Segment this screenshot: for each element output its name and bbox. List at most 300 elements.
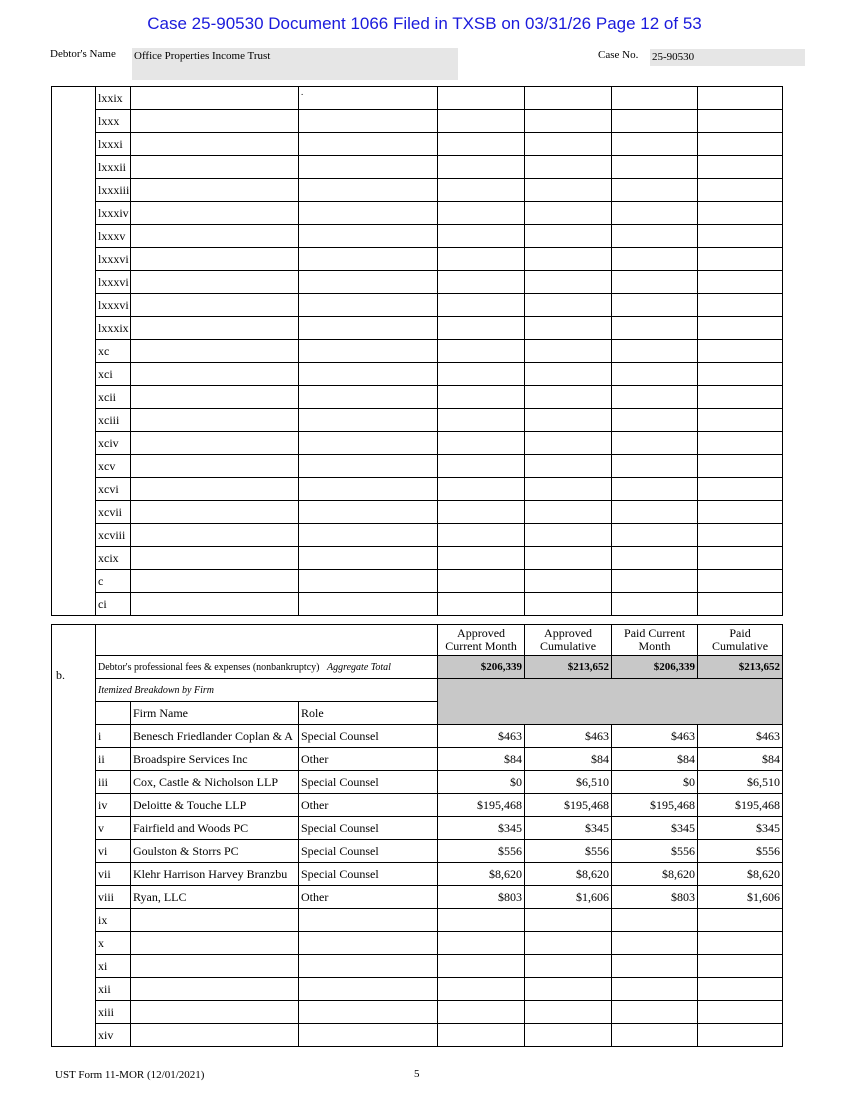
amount-cell bbox=[525, 432, 612, 455]
amount-cell bbox=[525, 110, 612, 133]
amount-cell bbox=[612, 593, 698, 616]
aggregate-label: Debtor's professional fees & expenses (nonbankruptcy) bbox=[98, 661, 320, 673]
table-row bbox=[52, 363, 783, 386]
table-row bbox=[52, 455, 783, 478]
role-cell bbox=[299, 179, 438, 202]
amount-cell bbox=[438, 455, 525, 478]
table-row bbox=[52, 340, 783, 363]
firm-role: Special Counsel bbox=[299, 725, 438, 748]
amount-cell: $84 bbox=[698, 748, 783, 771]
amount-cell bbox=[438, 955, 525, 978]
amount-cell bbox=[525, 570, 612, 593]
amount-cell bbox=[698, 110, 783, 133]
firm-name: Benesch Friedlander Coplan & A bbox=[131, 725, 299, 748]
firm-role bbox=[299, 978, 438, 1001]
amount-cell bbox=[438, 524, 525, 547]
amount-cell bbox=[612, 225, 698, 248]
amount-cell: $556 bbox=[612, 840, 698, 863]
column-header: Approved Current Month bbox=[438, 625, 525, 656]
amount-cell bbox=[698, 340, 783, 363]
row-letter-cell bbox=[52, 87, 96, 616]
firm-row bbox=[52, 748, 783, 771]
amount-cell bbox=[525, 317, 612, 340]
role-cell bbox=[299, 455, 438, 478]
amount-cell bbox=[698, 271, 783, 294]
firm-name: Fairfield and Woods PC bbox=[131, 817, 299, 840]
firm-name: Broadspire Services Inc bbox=[131, 748, 299, 771]
amount-cell bbox=[698, 455, 783, 478]
amount-cell bbox=[612, 340, 698, 363]
role-cell bbox=[299, 271, 438, 294]
firm-name: Deloitte & Touche LLP bbox=[131, 794, 299, 817]
amount-cell: $8,620 bbox=[438, 863, 525, 886]
firm-name-cell bbox=[131, 133, 299, 156]
firm-name-cell bbox=[131, 409, 299, 432]
amount-cell: $0 bbox=[438, 771, 525, 794]
firm-role: Other bbox=[299, 794, 438, 817]
amount-cell bbox=[438, 478, 525, 501]
table-row bbox=[52, 110, 783, 133]
amount-cell: $195,468 bbox=[438, 794, 525, 817]
role-cell bbox=[299, 478, 438, 501]
amount-cell bbox=[698, 294, 783, 317]
case-number-label: Case No. bbox=[598, 49, 639, 61]
nonbankruptcy-fees-table bbox=[51, 624, 783, 1047]
amount-cell bbox=[438, 978, 525, 1001]
firm-name-cell bbox=[131, 478, 299, 501]
amount-cell bbox=[438, 932, 525, 955]
row-index: lxxix bbox=[96, 87, 131, 110]
amount-cell bbox=[438, 501, 525, 524]
table-row bbox=[52, 133, 783, 156]
firm-name-cell bbox=[131, 593, 299, 616]
firm-name-cell bbox=[131, 110, 299, 133]
firm-name-cell bbox=[131, 386, 299, 409]
amount-cell bbox=[525, 248, 612, 271]
role-cell bbox=[299, 363, 438, 386]
row-index: c bbox=[96, 570, 131, 593]
row-index: lxxxix bbox=[96, 317, 131, 340]
amount-cell bbox=[698, 478, 783, 501]
amount-cell bbox=[698, 248, 783, 271]
role-cell bbox=[299, 133, 438, 156]
aggregate-amount: $206,339 bbox=[438, 656, 525, 679]
role-cell bbox=[299, 156, 438, 179]
firm-row bbox=[52, 725, 783, 748]
firm-name-cell bbox=[131, 570, 299, 593]
role-header: Role bbox=[299, 702, 438, 725]
firm-name bbox=[131, 932, 299, 955]
amount-cell bbox=[698, 156, 783, 179]
firm-name bbox=[131, 978, 299, 1001]
amount-cell: $6,510 bbox=[525, 771, 612, 794]
table-row bbox=[52, 225, 783, 248]
row-index: lxxxii bbox=[96, 156, 131, 179]
amount-cell bbox=[698, 202, 783, 225]
amount-cell bbox=[438, 570, 525, 593]
amount-cell bbox=[698, 593, 783, 616]
firm-name-cell bbox=[131, 202, 299, 225]
amount-cell: $84 bbox=[612, 748, 698, 771]
firm-name-cell bbox=[131, 340, 299, 363]
table-row bbox=[52, 179, 783, 202]
role-cell bbox=[299, 501, 438, 524]
column-header: Paid Cumulative bbox=[698, 625, 783, 656]
firm-name-cell bbox=[131, 248, 299, 271]
row-index: vi bbox=[96, 840, 131, 863]
amount-cell bbox=[698, 932, 783, 955]
firm-name-cell bbox=[131, 547, 299, 570]
role-cell bbox=[299, 409, 438, 432]
amount-cell bbox=[525, 978, 612, 1001]
row-index: xcviii bbox=[96, 524, 131, 547]
row-index: iv bbox=[96, 794, 131, 817]
amount-cell bbox=[698, 87, 783, 110]
amount-cell bbox=[525, 179, 612, 202]
firm-role bbox=[299, 955, 438, 978]
table-row bbox=[52, 570, 783, 593]
amount-cell bbox=[612, 432, 698, 455]
row-index: lxxx bbox=[96, 110, 131, 133]
amount-cell bbox=[612, 87, 698, 110]
amount-cell bbox=[612, 156, 698, 179]
amount-cell bbox=[698, 1024, 783, 1047]
amount-cell: $463 bbox=[525, 725, 612, 748]
firm-row bbox=[52, 863, 783, 886]
role-cell bbox=[299, 570, 438, 593]
amount-cell: $803 bbox=[438, 886, 525, 909]
amount-cell: $0 bbox=[612, 771, 698, 794]
row-index: xciv bbox=[96, 432, 131, 455]
amount-cell bbox=[612, 409, 698, 432]
amount-cell: $84 bbox=[525, 748, 612, 771]
amount-cell bbox=[438, 386, 525, 409]
amount-cell bbox=[525, 1001, 612, 1024]
aggregate-amount: $206,339 bbox=[612, 656, 698, 679]
row-index: xci bbox=[96, 363, 131, 386]
amount-cell: $463 bbox=[438, 725, 525, 748]
amount-cell bbox=[525, 133, 612, 156]
amount-cell bbox=[612, 294, 698, 317]
amount-cell bbox=[612, 110, 698, 133]
professional-fees-continuation-table bbox=[51, 86, 783, 616]
firm-name-cell bbox=[131, 225, 299, 248]
amount-cell bbox=[438, 363, 525, 386]
amount-cell bbox=[525, 156, 612, 179]
amount-cell: $195,468 bbox=[612, 794, 698, 817]
firm-name-cell bbox=[131, 294, 299, 317]
firm-role bbox=[299, 1024, 438, 1047]
firm-row bbox=[52, 909, 783, 932]
amount-cell bbox=[698, 978, 783, 1001]
firm-role: Special Counsel bbox=[299, 863, 438, 886]
amount-cell bbox=[525, 478, 612, 501]
amount-cell bbox=[438, 909, 525, 932]
amount-cell bbox=[612, 317, 698, 340]
firm-name: Ryan, LLC bbox=[131, 886, 299, 909]
role-cell bbox=[299, 432, 438, 455]
header-blank bbox=[96, 625, 438, 656]
amount-cell bbox=[525, 386, 612, 409]
firm-row bbox=[52, 771, 783, 794]
amount-cell: $6,510 bbox=[698, 771, 783, 794]
table-row bbox=[52, 202, 783, 225]
row-index: xcii bbox=[96, 386, 131, 409]
table-row bbox=[52, 156, 783, 179]
amount-cell: $345 bbox=[525, 817, 612, 840]
amount-cell bbox=[612, 478, 698, 501]
table-row bbox=[52, 547, 783, 570]
row-index: xii bbox=[96, 978, 131, 1001]
amount-cell bbox=[438, 271, 525, 294]
breakdown-label: Itemized Breakdown by Firm bbox=[96, 679, 438, 702]
firm-row bbox=[52, 1001, 783, 1024]
aggregate-label-cell bbox=[96, 656, 438, 679]
amount-cell bbox=[698, 179, 783, 202]
amount-cell bbox=[438, 593, 525, 616]
firm-role bbox=[299, 909, 438, 932]
firm-name-cell bbox=[131, 156, 299, 179]
amount-cell: $556 bbox=[698, 840, 783, 863]
amount-cell bbox=[698, 432, 783, 455]
firm-row bbox=[52, 817, 783, 840]
amount-cell bbox=[525, 593, 612, 616]
amount-cell bbox=[612, 1024, 698, 1047]
firm-name-cell bbox=[131, 87, 299, 110]
amount-cell bbox=[612, 932, 698, 955]
amount-cell bbox=[525, 1024, 612, 1047]
firm-name-cell bbox=[131, 455, 299, 478]
form-number: UST Form 11-MOR (12/01/2021) bbox=[55, 1069, 205, 1081]
amount-cell bbox=[612, 1001, 698, 1024]
amount-cell bbox=[698, 570, 783, 593]
row-index: iii bbox=[96, 771, 131, 794]
amount-cell: $803 bbox=[612, 886, 698, 909]
amount-cell bbox=[698, 501, 783, 524]
amount-cell bbox=[612, 570, 698, 593]
amount-cell bbox=[698, 409, 783, 432]
section-letter-text: b. bbox=[56, 668, 65, 682]
row-index: xiv bbox=[96, 1024, 131, 1047]
table-row bbox=[52, 432, 783, 455]
firm-name bbox=[131, 909, 299, 932]
case-filing-header: Case 25-90530 Document 1066 Filed in TXSB on 03/31/26 Page 12 of 53 bbox=[147, 14, 702, 33]
amount-cell: $463 bbox=[612, 725, 698, 748]
aggregate-amount: $213,652 bbox=[525, 656, 612, 679]
firm-name: Goulston & Storrs PC bbox=[131, 840, 299, 863]
role-cell bbox=[299, 110, 438, 133]
role-cell bbox=[299, 317, 438, 340]
amount-cell bbox=[698, 524, 783, 547]
row-index: lxxxv bbox=[96, 225, 131, 248]
firm-row bbox=[52, 978, 783, 1001]
row-index: xcix bbox=[96, 547, 131, 570]
amount-cell bbox=[612, 363, 698, 386]
row-index: lxxxvi bbox=[96, 271, 131, 294]
row-index: vii bbox=[96, 863, 131, 886]
amount-cell bbox=[525, 202, 612, 225]
amount-cell: $345 bbox=[698, 817, 783, 840]
table-row bbox=[52, 409, 783, 432]
amount-cell bbox=[525, 932, 612, 955]
firm-row bbox=[52, 1024, 783, 1047]
row-index: xcvi bbox=[96, 478, 131, 501]
firm-role: Other bbox=[299, 748, 438, 771]
firm-name bbox=[131, 1024, 299, 1047]
amount-cell bbox=[612, 202, 698, 225]
amount-cell: $345 bbox=[438, 817, 525, 840]
amount-cell bbox=[438, 110, 525, 133]
amount-cell bbox=[438, 547, 525, 570]
column-header: Approved Cumulative bbox=[525, 625, 612, 656]
amount-cell bbox=[525, 524, 612, 547]
amount-cell bbox=[438, 1024, 525, 1047]
row-index: xcv bbox=[96, 455, 131, 478]
amount-cell bbox=[438, 317, 525, 340]
amount-cell bbox=[438, 294, 525, 317]
amount-cell bbox=[438, 340, 525, 363]
firm-name bbox=[131, 1001, 299, 1024]
amount-cell: $463 bbox=[698, 725, 783, 748]
table-row bbox=[52, 87, 783, 110]
debtor-name-field: Office Properties Income Trust bbox=[132, 48, 458, 80]
row-index: xciii bbox=[96, 409, 131, 432]
firm-row bbox=[52, 955, 783, 978]
amount-cell bbox=[698, 133, 783, 156]
role-cell bbox=[299, 340, 438, 363]
amount-cell: $195,468 bbox=[525, 794, 612, 817]
firm-role bbox=[299, 932, 438, 955]
amount-cell bbox=[438, 156, 525, 179]
index-header-blank bbox=[96, 702, 131, 725]
firm-name-header: Firm Name bbox=[131, 702, 299, 725]
table-row bbox=[52, 294, 783, 317]
amount-cell bbox=[525, 909, 612, 932]
role-cell bbox=[299, 202, 438, 225]
amount-cell: $8,620 bbox=[612, 863, 698, 886]
firm-row bbox=[52, 840, 783, 863]
table-row bbox=[52, 478, 783, 501]
amount-cell bbox=[612, 386, 698, 409]
amount-cell bbox=[525, 363, 612, 386]
aggregate-tag: Aggregate Total bbox=[326, 661, 391, 673]
firm-name-cell bbox=[131, 432, 299, 455]
amount-cell bbox=[525, 294, 612, 317]
amount-cell bbox=[612, 271, 698, 294]
role-cell bbox=[299, 386, 438, 409]
row-index: i bbox=[96, 725, 131, 748]
amount-cell bbox=[525, 87, 612, 110]
amount-cell bbox=[525, 547, 612, 570]
column-header-row bbox=[52, 625, 783, 656]
amount-cell bbox=[438, 225, 525, 248]
amount-cell: $84 bbox=[438, 748, 525, 771]
row-index: v bbox=[96, 817, 131, 840]
row-index: lxxxi bbox=[96, 133, 131, 156]
amount-cell bbox=[698, 386, 783, 409]
amount-cell bbox=[525, 955, 612, 978]
amount-cell bbox=[612, 248, 698, 271]
amount-cell bbox=[612, 501, 698, 524]
firm-role bbox=[299, 1001, 438, 1024]
row-index: lxxxvi bbox=[96, 248, 131, 271]
amount-cell bbox=[438, 133, 525, 156]
table-row bbox=[52, 524, 783, 547]
amount-cell bbox=[438, 432, 525, 455]
row-index: xiii bbox=[96, 1001, 131, 1024]
row-index: ix bbox=[96, 909, 131, 932]
firm-name-cell bbox=[131, 363, 299, 386]
amount-cell bbox=[525, 409, 612, 432]
amount-cell bbox=[612, 955, 698, 978]
row-index: lxxxiii bbox=[96, 179, 131, 202]
aggregate-total-row bbox=[52, 656, 783, 679]
amount-cell: $1,606 bbox=[525, 886, 612, 909]
grey-filler bbox=[438, 679, 783, 725]
amount-cell: $195,468 bbox=[698, 794, 783, 817]
amount-cell bbox=[612, 909, 698, 932]
table-row bbox=[52, 386, 783, 409]
amount-cell: $556 bbox=[438, 840, 525, 863]
aggregate-amount: $213,652 bbox=[698, 656, 783, 679]
role-cell bbox=[299, 524, 438, 547]
amount-cell bbox=[438, 87, 525, 110]
row-index: xc bbox=[96, 340, 131, 363]
table-row bbox=[52, 271, 783, 294]
amount-cell bbox=[612, 524, 698, 547]
column-header: Paid Current Month bbox=[612, 625, 698, 656]
role-cell: . bbox=[299, 87, 438, 110]
firm-role: Special Counsel bbox=[299, 817, 438, 840]
firm-row bbox=[52, 932, 783, 955]
amount-cell bbox=[698, 955, 783, 978]
table-row bbox=[52, 593, 783, 616]
amount-cell bbox=[698, 547, 783, 570]
amount-cell: $345 bbox=[612, 817, 698, 840]
amount-cell bbox=[525, 501, 612, 524]
firm-name bbox=[131, 955, 299, 978]
amount-cell bbox=[525, 271, 612, 294]
section-letter bbox=[52, 625, 96, 1047]
table-row bbox=[52, 317, 783, 340]
firm-role: Special Counsel bbox=[299, 771, 438, 794]
firm-name-cell bbox=[131, 501, 299, 524]
row-index: x bbox=[96, 932, 131, 955]
row-index: viii bbox=[96, 886, 131, 909]
amount-cell bbox=[525, 340, 612, 363]
row-index: xi bbox=[96, 955, 131, 978]
firm-name-cell bbox=[131, 179, 299, 202]
amount-cell bbox=[698, 363, 783, 386]
role-cell bbox=[299, 294, 438, 317]
role-cell bbox=[299, 593, 438, 616]
row-index: lxxxvi bbox=[96, 294, 131, 317]
role-cell bbox=[299, 547, 438, 570]
amount-cell: $1,606 bbox=[698, 886, 783, 909]
amount-cell: $556 bbox=[525, 840, 612, 863]
breakdown-label-row bbox=[52, 679, 783, 702]
firm-name-cell bbox=[131, 317, 299, 340]
amount-cell bbox=[525, 225, 612, 248]
role-cell bbox=[299, 225, 438, 248]
amount-cell bbox=[438, 409, 525, 432]
firm-role: Special Counsel bbox=[299, 840, 438, 863]
amount-cell bbox=[438, 179, 525, 202]
amount-cell bbox=[698, 317, 783, 340]
row-index: lxxxiv bbox=[96, 202, 131, 225]
amount-cell bbox=[612, 978, 698, 1001]
table-row bbox=[52, 248, 783, 271]
